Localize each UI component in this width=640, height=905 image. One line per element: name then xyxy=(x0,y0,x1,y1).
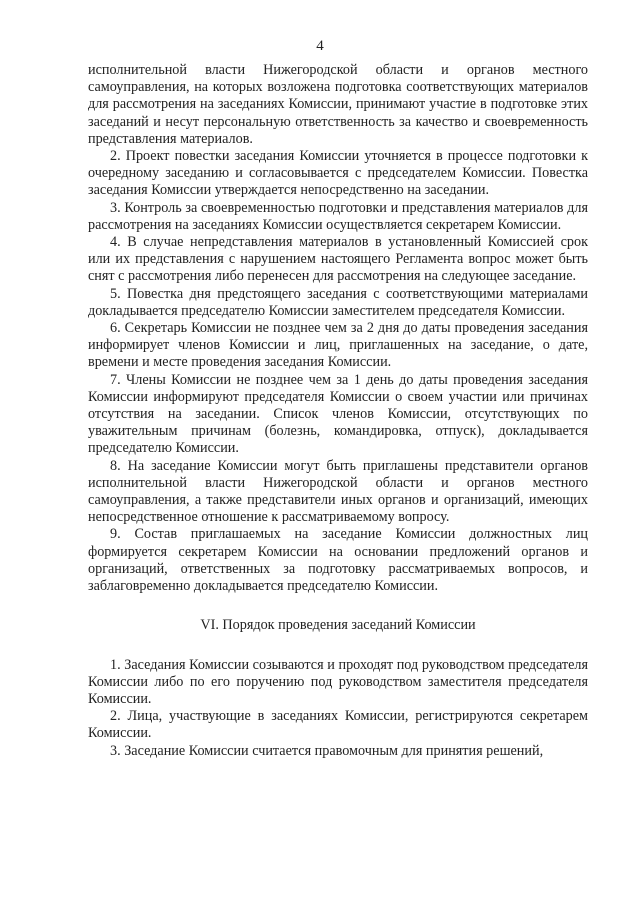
section-heading: VI. Порядок проведения заседаний Комиссии xyxy=(200,617,476,634)
paragraph: 8. На заседание Комиссии могут быть приглашены представители органов исполнительной власти Нижегородской области и органов местного самоуправления, а также представители иных органов и организаций, имеющих непосредственное отношение к рассматриваемому вопросу. xyxy=(88,457,588,526)
paragraph: 3. Заседание Комиссии считается правомочным для принятия решений, xyxy=(110,742,544,759)
paragraph: 4. В случае непредставления материалов в установленный Комиссией срок или их представления с нарушением настоящего Регламента вопрос может быть снят с рассмотрения либо перенесен для рассмотрения на следующее заседание. xyxy=(88,234,588,285)
paragraph: 7. Члены Комиссии не позднее чем за 1 день до даты проведения заседания Комиссии информируют председателя Комиссии о своем участии или причинах отсутствия на заседании. Список членов Комиссии, отсутствующих по уважительным причинам (болезнь, командировка, отпуск), докладывается председателю Комиссии. xyxy=(88,371,588,457)
paragraph: 6. Секретарь Комиссии не позднее чем за 2 дня до даты проведения заседания информирует членов Комиссии и лиц, приглашенных на заседание, о дате, времени и месте проведения заседания Комиссии. xyxy=(88,320,588,371)
paragraph: 2. Проект повестки заседания Комиссии уточняется в процессе подготовки к очередному заседанию и согласовывается с председателем Комиссии. Повестка заседания Комиссии утверждается непосредственно на заседании. xyxy=(88,148,588,199)
document-body xyxy=(88,62,588,760)
paragraph: 1. Заседания Комиссии созываются и проходят под руководством председателя Комиссии либо по его поручению под руководством заместителя председателя Комиссии. xyxy=(88,656,588,707)
paragraph: 3. Контроль за своевременностью подготовки и представления материалов для рассмотрения на заседаниях Комиссии осуществляется секретарем Комиссии. xyxy=(88,199,588,233)
paragraph: 2. Лица, участвующие в заседаниях Комиссии, регистрируются секретарем Комиссии. xyxy=(88,708,588,742)
paragraph: 5. Повестка дня предстоящего заседания с соответствующими материалами докладывается председателю Комиссии заместителем председателя Комиссии. xyxy=(88,285,588,319)
paragraph: 9. Состав приглашаемых на заседание Комиссии должностных лиц формируется секретарем Комиссии на основании предложений органов и организаций, ответственных за подготовку рассматриваемых вопросов, и заблаговременно докладывается председателю Комиссии. xyxy=(88,526,588,595)
paragraph: исполнительной власти Нижегородской области и органов местного самоуправления, на которых возложена подготовка соответствующих материалов для рассмотрения на заседаниях Комиссии, принимают участие в подготовке этих заседаний и несут персональную ответственность за качество и своевременность представления материалов. xyxy=(88,62,588,147)
page-number: 4 xyxy=(316,38,324,54)
